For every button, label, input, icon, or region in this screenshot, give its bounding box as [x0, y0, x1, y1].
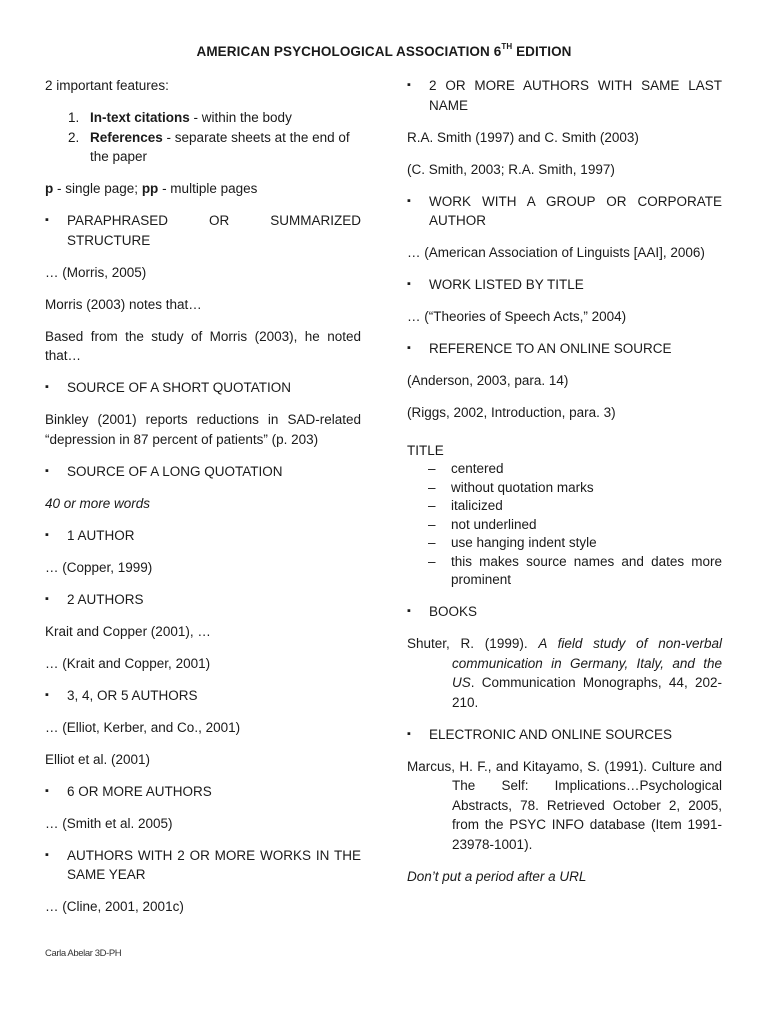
- title-rule-item: – use hanging indent style: [407, 534, 722, 553]
- heading-long-quotation: ▪ SOURCE OF A LONG QUOTATION: [45, 462, 361, 482]
- title-rule-item: – without quotation marks: [407, 479, 722, 498]
- heading-six-or-more: ▪ 6 OR MORE AUTHORS: [45, 782, 361, 802]
- example-elliot-narrative: Elliot et al. (2001): [45, 751, 151, 767]
- note-url-period: Don’t put a period after a URL: [407, 868, 587, 884]
- example-krait-paren: … (Krait and Copper, 2001): [45, 655, 211, 671]
- example-binkley: Binkley (2001) reports reductions in SAD-related “depression in 87 percent of patients” (p. 203): [45, 412, 361, 447]
- left-column: [45, 76, 361, 929]
- heading-one-author: ▪ 1 AUTHOR: [45, 526, 361, 546]
- title-rule-item: – not underlined: [407, 516, 722, 535]
- heading-same-last-name: ▪ 2 OR MORE AUTHORS WITH SAME LAST NAME: [407, 76, 722, 115]
- example-krait-narrative: Krait and Copper (2001), …: [45, 623, 211, 639]
- feature-item-2: 2. References - separate sheets at the end of the paper: [68, 129, 350, 164]
- example-cline: … (Cline, 2001, 2001c): [45, 899, 184, 914]
- document-title: AMERICAN PSYCHOLOGICAL ASSOCIATION 6TH EDITION: [196, 42, 572, 59]
- right-column: [407, 76, 722, 899]
- title-heading: TITLE: [407, 442, 444, 458]
- example-elliot-paren: … (Elliot, Kerber, and Co., 2001): [45, 719, 241, 735]
- title-rules-block: [407, 442, 722, 590]
- heading-same-year: ▪ AUTHORS WITH 2 OR MORE WORKS IN THE SAME YEAR: [45, 846, 361, 885]
- example-smith-paren: (C. Smith, 2003; R.A. Smith, 1997): [407, 161, 615, 177]
- title-rule-item: – centered: [407, 460, 722, 479]
- heading-three-to-five: ▪ 3, 4, OR 5 AUTHORS: [45, 686, 361, 706]
- intro-text: 2 important features:: [45, 78, 169, 93]
- reference-shuter: Shuter, R. (1999). A field study of non-verbal communication in Germany, Italy, and the US. Communication Monographs, 44, 202-210.: [407, 636, 722, 710]
- feature-item-1: 1. In-text citations - within the body: [68, 110, 292, 125]
- heading-online-source: ▪ REFERENCE TO AN ONLINE SOURCE: [407, 339, 722, 359]
- example-based-from: Based from the study of Morris (2003), he noted that…: [45, 328, 361, 363]
- page-abbrev-note: p - single page; pp - multiple pages: [45, 181, 258, 196]
- example-morris-paren: … (Morris, 2005): [45, 264, 147, 280]
- heading-group-author: ▪ WORK WITH A GROUP OR CORPORATE AUTHOR: [407, 192, 722, 231]
- title-rule-item: – italicized: [407, 497, 722, 516]
- heading-by-title: ▪ WORK LISTED BY TITLE: [407, 275, 722, 295]
- example-copper: … (Copper, 1999): [45, 559, 153, 575]
- title-rules-list: [407, 460, 722, 590]
- example-riggs: (Riggs, 2002, Introduction, para. 3): [407, 405, 616, 420]
- example-theories: … (“Theories of Speech Acts,” 2004): [407, 309, 627, 324]
- example-smith-narrative: R.A. Smith (1997) and C. Smith (2003): [407, 129, 639, 145]
- title-superscript: TH: [501, 42, 513, 51]
- heading-short-quotation: ▪ SOURCE OF A SHORT QUOTATION: [45, 378, 361, 398]
- heading-two-authors: ▪ 2 AUTHORS: [45, 590, 361, 610]
- reference-marcus: Marcus, H. F., and Kitayamo, S. (1991). Culture and The Self: Implications…Psychological Abstracts, 78. Retrieved October 2, 2005, from the PSYC INFO database (Item 1991-23978-1001).: [407, 758, 722, 852]
- title-rule-item: – this makes source names and dates more prominent: [407, 553, 722, 590]
- heading-paraphrased: ▪ PARAPHRASED OR SUMMARIZED STRUCTURE: [45, 211, 361, 250]
- example-aal: … (American Association of Linguists [AAI], 2006): [407, 245, 705, 260]
- example-smith-etal: … (Smith et al. 2005): [45, 815, 173, 831]
- note-forty-words: 40 or more words: [45, 495, 151, 511]
- footer-author: Carla Abelar 3D-PH: [45, 948, 122, 959]
- heading-electronic: ▪ ELECTRONIC AND ONLINE SOURCES: [407, 725, 722, 745]
- example-anderson: (Anderson, 2003, para. 14): [407, 373, 569, 388]
- features-list: [45, 108, 361, 167]
- heading-books: ▪ BOOKS: [407, 602, 722, 622]
- example-morris-notes: Morris (2003) notes that…: [45, 296, 202, 312]
